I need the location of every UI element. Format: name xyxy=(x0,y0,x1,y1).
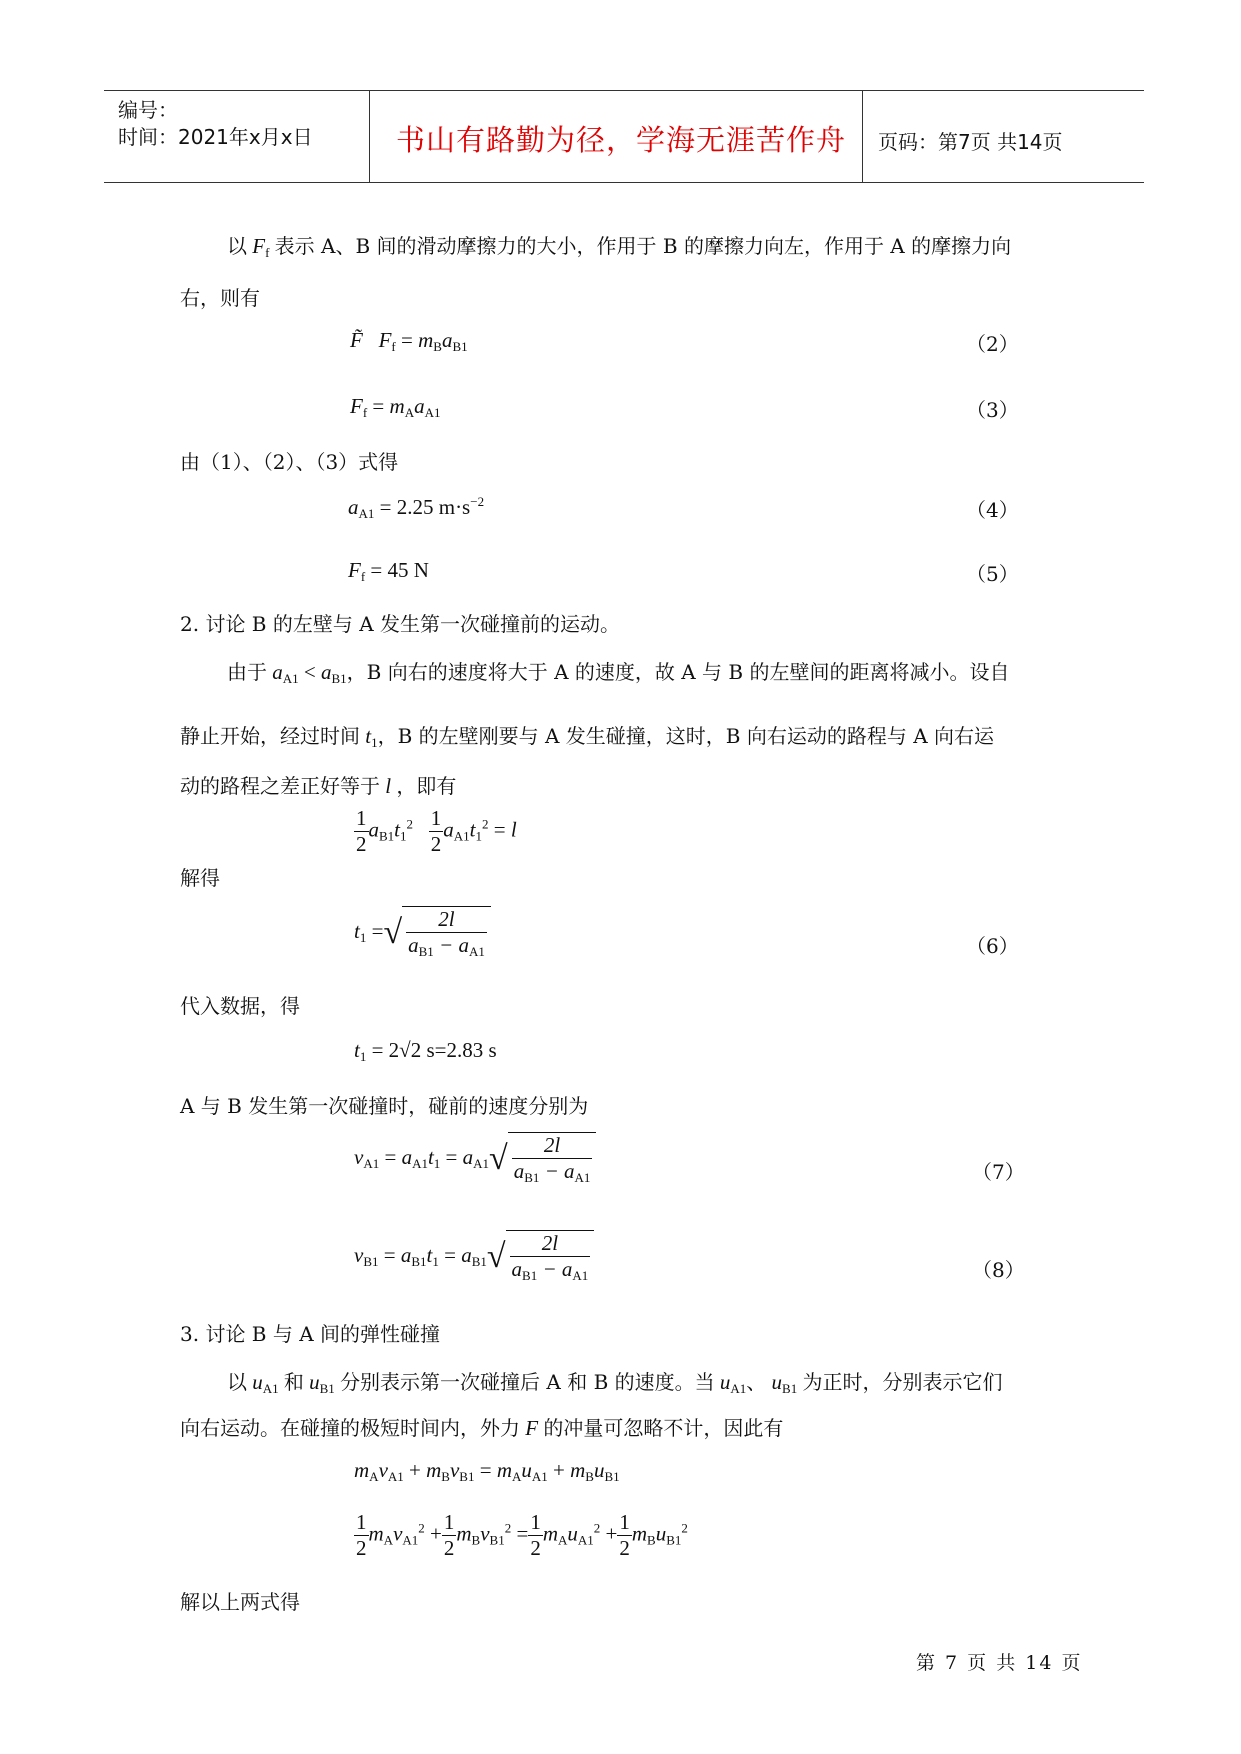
equation-7-number: （7） xyxy=(972,1160,1025,1184)
paragraph-velocities-before: A 与 B 发生第一次碰撞时，碰前的速度分别为 xyxy=(180,1094,589,1118)
equation-8: $v_{B1} = a_{B1}t_1 = a_{B1}√$ $\frac{2l}{a_{B1} - a_{A1}}$ xyxy=(354,1230,594,1284)
paragraph-impulse-negligible: 向右运动。在碰撞的极短时间内，外力 F 的冲量可忽略不计，因此有 xyxy=(180,1416,784,1440)
paragraph-friction-intro-cont: 右，则有 xyxy=(180,286,260,310)
equation-2-number: （2） xyxy=(966,332,1019,356)
section-3-title: 3. 讨论 B 与 A 间的弹性碰撞 xyxy=(180,1322,441,1346)
equation-energy: $\frac{1}{2}$ $m_Av_{A1}^2$ + $\frac{1}{2}$ $m_Bv_{B1}^2$ = $\frac{1}{2}$ $m_Au_{A1}^2$ + $\frac{1}{2}$ $m_Bu_{B1}^2$ xyxy=(356,1510,688,1560)
symbol-Ff: $F_f$ xyxy=(247,234,270,260)
paragraph-from-equations: 由（1）、（2）、（3）式得 xyxy=(180,450,399,474)
equation-2: F̃ $F_f = m_Ba_{B1}$ xyxy=(350,328,468,354)
paragraph-friction-intro: 以 $F_f$ 表示 A、B 间的滑动摩擦力的大小，作用于 B 的摩擦力向左，作用于 A 的摩擦力向 xyxy=(227,234,1012,260)
section-2-title: 2. 讨论 B 的左壁与 A 发生第一次碰撞前的运动。 xyxy=(180,612,621,636)
equation-momentum: $m_Av_{A1} + m_Bv_{B1} = m_Au_{A1} + m_Bu_{B1}$ xyxy=(354,1458,620,1484)
header-motto: 书山有路勤为径，学海无涯苦作舟 xyxy=(396,123,847,157)
header-time-label: 时间：2021年x月x日 xyxy=(118,125,313,149)
paragraph-path-difference: 动的路程之差正好等于 l ，即有 xyxy=(180,774,457,798)
header-number-label: 编号： xyxy=(118,98,178,122)
equation-5: $F_f = 45$ N xyxy=(348,558,429,584)
equation-3-number: （3） xyxy=(966,398,1019,422)
label-solve-1: 解得 xyxy=(180,866,220,890)
header-page-label: 页码：第7页 共14页 xyxy=(878,130,1063,154)
equation-6-number: （6） xyxy=(966,934,1019,958)
header-top-rule xyxy=(104,90,1144,91)
footer-page-number: 第 7 页 共 14 页 xyxy=(916,1652,1083,1674)
paragraph-since-aA1: 由于 $a_{A1} < a_{B1}$，B 向右的速度将大于 A 的速度，故 A 与 B 的左壁间的距离将减小。设自 xyxy=(227,660,1010,686)
header-bottom-rule xyxy=(104,182,1144,183)
header-divider-right xyxy=(862,90,863,182)
paragraph-post-collision-velocities: 以 $u_{A1}$ 和 $u_{B1}$ 分别表示第一次碰撞后 A 和 B 的速度。当 $u_{A1}$、 $u_{B1}$ 为正时，分别表示它们 xyxy=(227,1370,1003,1396)
equation-4-number: （4） xyxy=(966,498,1019,522)
header-divider-left xyxy=(369,90,370,182)
equation-t1-value: $t_1 = 2√2$ s=2.83 s xyxy=(354,1038,497,1064)
equation-path-difference: $\frac{1}{2}$ $a_{B1}t_1^2$ $\frac{1}{2}$ $a_{A1}t_1^2 = l$ xyxy=(356,806,517,856)
equation-4: $a_{A1} = 2.25$ $m\cdot s^{-2}$ xyxy=(348,494,485,521)
equation-3: $F_f = m_Aa_{A1}$ xyxy=(350,394,441,420)
equation-5-number: （5） xyxy=(966,562,1019,586)
label-substitute: 代入数据，得 xyxy=(180,994,300,1018)
label-solve-2: 解以上两式得 xyxy=(180,1590,300,1614)
paragraph-time-t1: 静止开始，经过时间 $t_1$，B 的左壁刚要与 A 发生碰撞，这时，B 向右运动的路程与 A 向右运 xyxy=(180,724,995,750)
equation-6: $t_1$ =√ $\frac{2l}{a_{B1} - a_{A1}}$ xyxy=(354,906,491,960)
equation-8-number: （8） xyxy=(972,1258,1025,1282)
equation-7: $v_{A1} = a_{A1}t_1 = a_{A1}√$ $\frac{2l}{a_{B1} - a_{A1}}$ xyxy=(354,1132,596,1186)
